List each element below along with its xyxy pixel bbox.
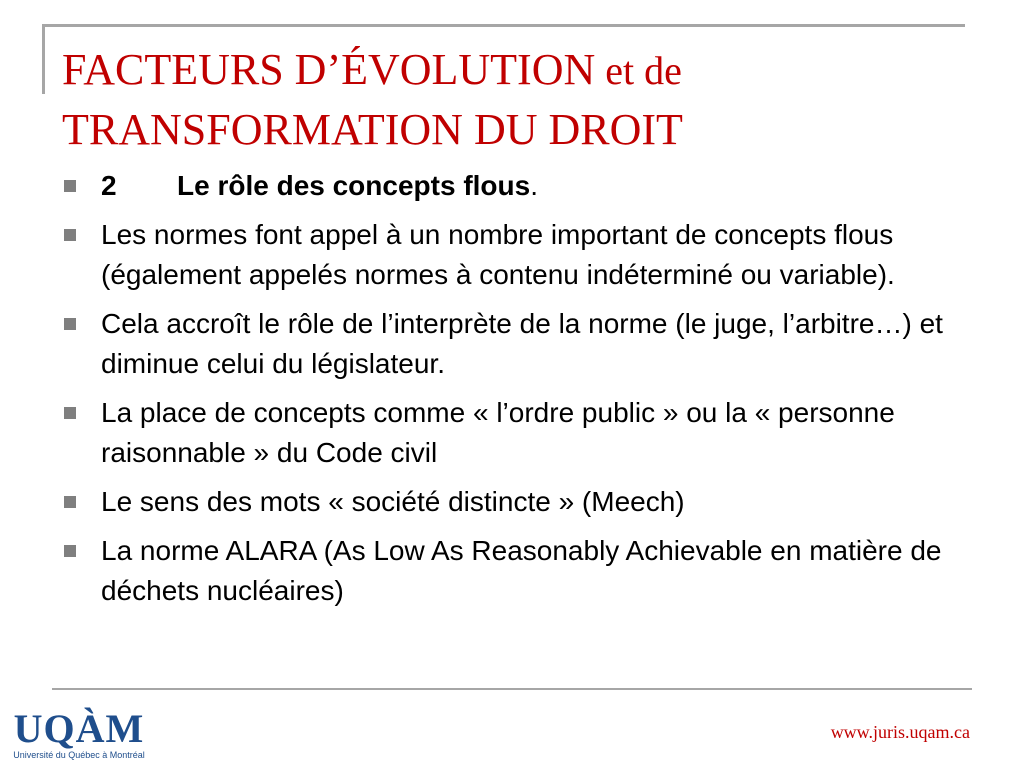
logo-subtitle: Université du Québec à Montréal xyxy=(13,750,145,760)
section-heading: Le rôle des concepts flous xyxy=(177,170,531,201)
title-line-2: TRANSFORMATION DU DROIT xyxy=(62,105,683,154)
square-bullet-icon xyxy=(64,407,76,419)
square-bullet-icon xyxy=(64,545,76,557)
bullet-item xyxy=(62,393,1002,473)
bullet-list xyxy=(62,166,1002,620)
footer-rule xyxy=(52,688,972,690)
bullet-item xyxy=(62,531,1002,611)
bullet-heading xyxy=(62,166,1002,206)
slide-title xyxy=(62,40,962,159)
square-bullet-icon xyxy=(64,318,76,330)
square-bullet-icon xyxy=(64,496,76,508)
bullet-text: Les normes font appel à un nombre important de concepts flous (également appelés normes à contenu indéterminé ou variable). xyxy=(101,219,895,290)
bullet-text: Le sens des mots « société distincte » (Meech) xyxy=(101,486,685,517)
section-heading-punct: . xyxy=(530,170,538,201)
title-line-1-suffix: et de xyxy=(595,48,682,93)
logo-wordmark: UQÀM xyxy=(13,706,145,751)
square-bullet-icon xyxy=(64,229,76,241)
bullet-item xyxy=(62,482,1002,522)
title-line-1-main: FACTEURS D’ÉVOLUTION xyxy=(62,45,596,94)
uqam-logo xyxy=(4,708,154,766)
frame-left-rule xyxy=(42,24,45,94)
title-line-1 xyxy=(62,40,962,100)
bullet-text: Cela accroît le rôle de l’interprète de la norme (le juge, l’arbitre…) et diminue celui du législateur. xyxy=(101,308,943,379)
bullet-item xyxy=(62,215,1002,295)
frame-top-rule xyxy=(42,24,965,27)
bullet-text: La norme ALARA (As Low As Reasonably Achievable en matière de déchets nucléaires) xyxy=(101,535,942,606)
bullet-text: La place de concepts comme « l’ordre public » ou la « personne raisonnable » du Code civil xyxy=(101,397,895,468)
bullet-item xyxy=(62,304,1002,384)
section-number: 2 xyxy=(101,170,117,201)
footer-url[interactable]: www.juris.uqam.ca xyxy=(830,722,970,742)
square-bullet-icon xyxy=(64,180,76,192)
